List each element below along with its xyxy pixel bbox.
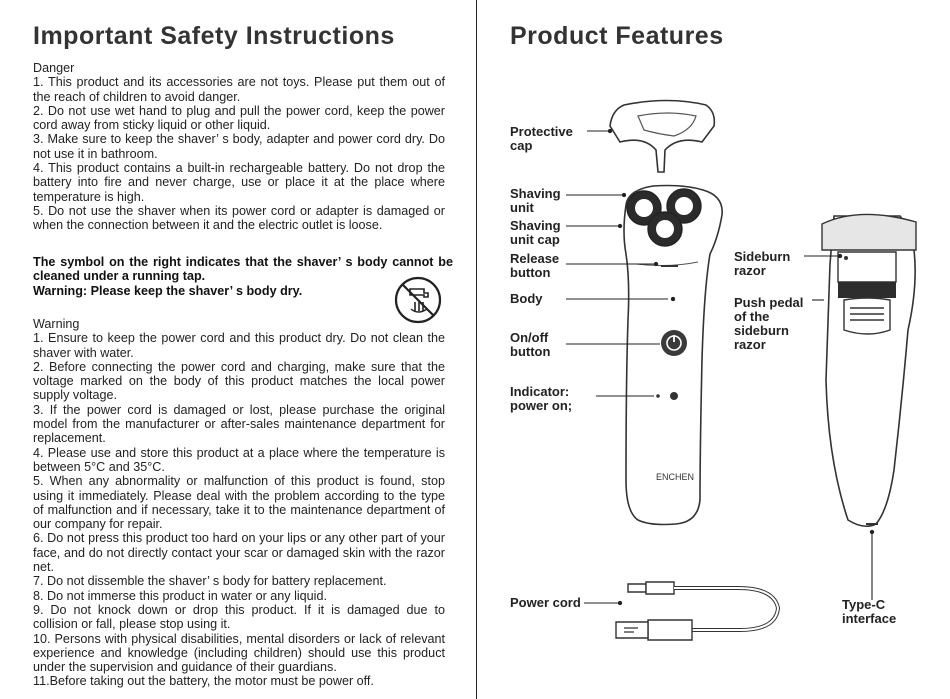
label-body: Body: [510, 291, 543, 306]
side-shaver-drawing: [822, 214, 916, 526]
warning-section: [33, 317, 445, 689]
label-protective-cap: Protective cap: [510, 124, 573, 153]
warning-item: 11.Before taking out the battery, the motor must be power off.: [33, 674, 374, 689]
protective-cap-drawing: [610, 101, 714, 173]
danger-item: 2. Do not use wet hand to plug and pull the power cord, keep the power cord away from sticky liquid or other liquid.: [33, 103, 445, 133]
danger-item: 3. Make sure to keep the shaver’ s body, adapter and power cord dry. Do not use it in bathroom.: [33, 132, 445, 161]
page-divider: [476, 0, 477, 699]
symbol-note-section: [33, 255, 453, 298]
warning-item: 4. Please use and store this product at a place where the temperature is between 5°C and 35°C.: [33, 445, 445, 474]
label-shaving-unit-cap: Shaving unit cap: [510, 218, 561, 247]
danger-heading: Danger: [33, 61, 75, 75]
front-shaver-drawing: [624, 186, 722, 525]
danger-item: 4. This product contains a built-in rechargeable battery. Do not drop the battery into fire and never charge, use or place it at the place where temperature is high.: [33, 161, 445, 204]
safety-title: Important Safety Instructions: [33, 22, 395, 50]
power-cord-drawing: [616, 582, 778, 640]
warning-item: 6. Do not press this product too hard on your lips or any other part of your face, and do not directly contact your scar or damaged skin with the razor net.: [33, 531, 445, 575]
label-push-pedal: Push pedal of the sideburn razor: [734, 295, 804, 352]
brand-logo: ENCHEN: [655, 472, 695, 482]
warning-item: 5. When any abnormality or malfunction of this product is found, stop using it immediately. Please deal with the problem according to the type of malfunction and if necessary, take it to the maintenance department of our company for repair.: [33, 474, 445, 532]
label-release-button: Release button: [510, 251, 560, 280]
features-title: Product Features: [510, 22, 724, 50]
label-power-cord: Power cord: [510, 595, 581, 610]
warning-heading: Warning: [33, 317, 80, 331]
label-shaving-unit: Shaving unit: [510, 186, 561, 215]
warning-item: 3. If the power cord is damaged or lost, please purchase the original model from the manufacturer or after-sales maintenance department for replacement.: [33, 402, 445, 446]
warning-item: 8. Do not immerse this product in water or any liquid.: [33, 588, 327, 603]
warning-item: 2. Before connecting the power cord and charging, make sure that the voltage marked on the body of this product matches the local power supply voltage.: [33, 359, 445, 403]
symbol-warning: Warning: Please keep the shaver’ s body dry.: [33, 283, 303, 298]
warning-item: 10. Persons with physical disabilities, mental disorders or lack of relevant experience and knowledge (including children) should use this product under the supervision and guidance of their guardians.: [33, 631, 445, 675]
symbol-note: The symbol on the right indicates that the shaver’ s body cannot be cleaned under a running tap.: [33, 255, 453, 284]
danger-section: [33, 61, 445, 233]
warning-item: 7. Do not dissemble the shaver’ s body for battery replacement.: [33, 574, 387, 589]
label-onoff-button: On/off button: [510, 330, 551, 359]
label-indicator: Indicator: power on;: [510, 384, 573, 413]
warning-item: 1. Ensure to keep the power cord and this product dry. Do not clean the shaver with water.: [33, 331, 445, 360]
danger-item: 5. Do not use the shaver when its power cord or adapter is damaged or when the connection between it and the electric outlet is loose.: [33, 203, 445, 233]
features-page: [478, 0, 950, 699]
label-typec-interface: Type-C interface: [842, 597, 897, 626]
warning-item: 9. Do not knock down or drop this product. If it is damaged due to collision or fall, please stop using it.: [33, 602, 445, 632]
label-sideburn-razor: Sideburn razor: [734, 249, 791, 278]
danger-item: 1. This product and its accessories are not toys. Please put them out of the reach of children to avoid danger.: [33, 75, 445, 104]
